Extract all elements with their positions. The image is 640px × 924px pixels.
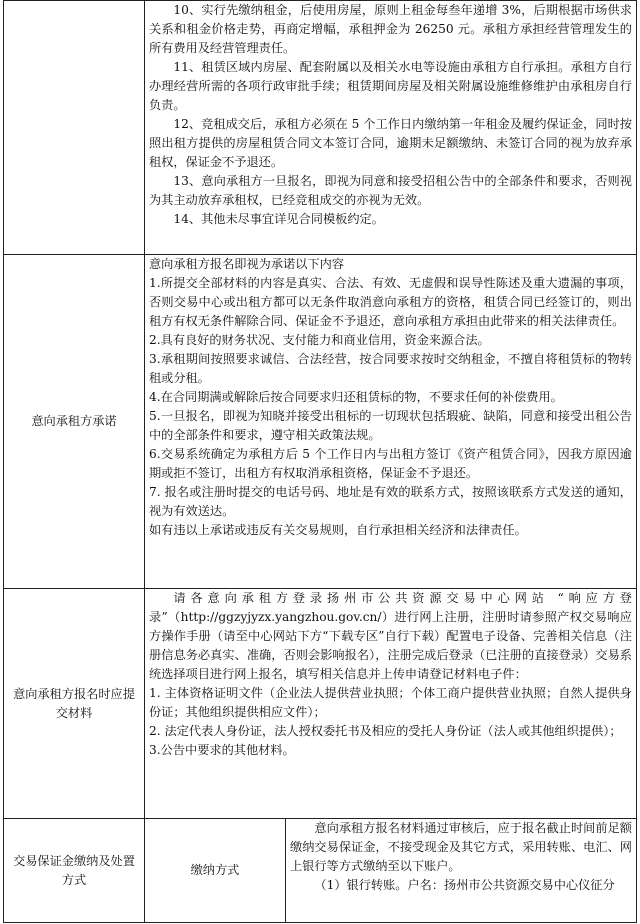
term-11: 11、租赁区域内房屋、配套附属以及相关水电等设施由承租方自行承担。承租方自行办理经营所需的各项行政审批手续；租赁期间房屋及相关附属设施维修维护由承租房自行负责。 xyxy=(149,60,632,112)
lease-announcement-table xyxy=(3,0,637,923)
terms-row xyxy=(4,1,637,255)
commitment-intro: 意向承租方报名即视为承诺以下内容 xyxy=(149,257,344,271)
terms-content-cell xyxy=(145,1,637,255)
registration-item-1: 1. 主体资格证明文件（企业法人提供营业执照；个体工商户提供营业执照；自然人提供身份证；其他组织提供相应文件）； xyxy=(149,686,632,719)
commitment-row xyxy=(4,255,637,589)
registration-intro: 请各意向承租方登录扬州市公共资源交易中心网站 “响应方登录”（http://ggzyjyzx.yangzhou.gov.cn/）进行网上注册，注册时请参照产权交易响应方操作手册（请至中心网站下方“下载专区”自行下载）配置电子设备、完善相关信息（注册信息务必真实、准确，否则会影响报名），注册完成后登录（已注册的直接登录）交易系统选择项目进行网上报名，填写相关信息并上传申请登记材料电子件： xyxy=(149,591,632,681)
commitment-item-2: 2.具有良好的财务状况、支付能力和商业信用，资金来源合法。 xyxy=(149,333,490,347)
registration-content-cell xyxy=(145,589,637,819)
commitment-item-3: 3.承租期间按照要求诚信、合法经营，按合同要求按时交纳租金，不擅自将租赁标的物转租或分租。 xyxy=(149,352,632,385)
term-14: 14、其他未尽事宜详见合同模板约定。 xyxy=(173,212,384,226)
commitment-closing: 如有违以上承诺或违反有关交易规则，自行承担相关经济和法律责任。 xyxy=(149,523,527,537)
commitment-item-6: 6.交易系统确定为承租方后 5 个工作日内与出租方签订《资产租赁合同》，因我方原因逾期或拒不签订，出租方有权取消承租资格，保证金不予退还。 xyxy=(149,447,632,480)
commitment-content-cell xyxy=(145,255,637,589)
deposit-method-label: 缴纳方式 xyxy=(145,819,286,923)
commitment-label: 意向承租方承诺 xyxy=(4,255,145,589)
term-12: 12、竞租成交后，承租方必须在 5 个工作日内缴纳第一年租金及履约保证金，同时按照出租方提供的房屋租赁合同文本签订合同，逾期未足额缴纳、未签订合同的视为放弃承租权，保证金不予退还。 xyxy=(149,117,632,169)
term-10: 10、实行先缴纳租金，后使用房屋，原则上租金每叁年递增 3%，后期根据市场供求关系和租金价格走势，再商定增幅，承租押金为 26250 元。承租方承担经营管理发生的所有费用及经营管理责任。 xyxy=(149,3,632,55)
registration-item-2: 2. 法定代表人身份证，法人授权委托书及相应的受托人身份证（法人或其他组织提供）； xyxy=(149,724,622,738)
deposit-row xyxy=(4,819,637,923)
commitment-item-5: 5.一旦报名，即视为知晓并接受出租标的一切现状包括瑕疵、缺陷，同意和接受出租公告中的全部条件和要求，遵守相关政策法规。 xyxy=(149,409,632,442)
registration-row xyxy=(4,589,637,819)
term-13: 13、意向承租方一旦报名，即视为同意和接受招租公告中的全部条件和要求，否则视为其主动放弃承租权，已经竞租成交的亦视为无效。 xyxy=(149,174,632,207)
commitment-item-4: 4.在合同期满或解除后按合同要求归还租赁标的物，不要求任何的补偿费用。 xyxy=(149,390,563,404)
deposit-account-line: （1）银行转账。户名：扬州市公共资源交易中心仪征分 xyxy=(314,878,615,892)
deposit-label: 交易保证金缴纳及处置方式 xyxy=(4,819,145,923)
commitment-item-7: 7. 报名或注册时提交的电话号码、地址是有效的联系方式，按照该联系方式发送的通知，视为有效送达。 xyxy=(149,485,632,518)
terms-label-cell xyxy=(4,1,145,255)
commitment-item-1: 1.所提交全部材料的内容是真实、合法、有效、无虚假和误导性陈述及重大遗漏的事项，否则交易中心或出租方都可以无条件取消意向承租方的资格，租赁合同已经签订的，则出租方有权无条件解除合同、保证金不予退还，意向承租方承担由此带来的相关法律责任。 xyxy=(149,276,632,328)
registration-label: 意向承租方报名时应提交材料 xyxy=(4,589,145,819)
deposit-text: 意向承租方报名材料通过审核后，应于报名截止时间前足额缴纳交易保证金，不接受现金及其它方式，采用转账、电汇、网上银行等方式缴纳至以下账户。 xyxy=(290,821,632,873)
deposit-content-cell xyxy=(286,819,637,923)
registration-item-3: 3.公告中要求的其他材料。 xyxy=(149,743,295,757)
